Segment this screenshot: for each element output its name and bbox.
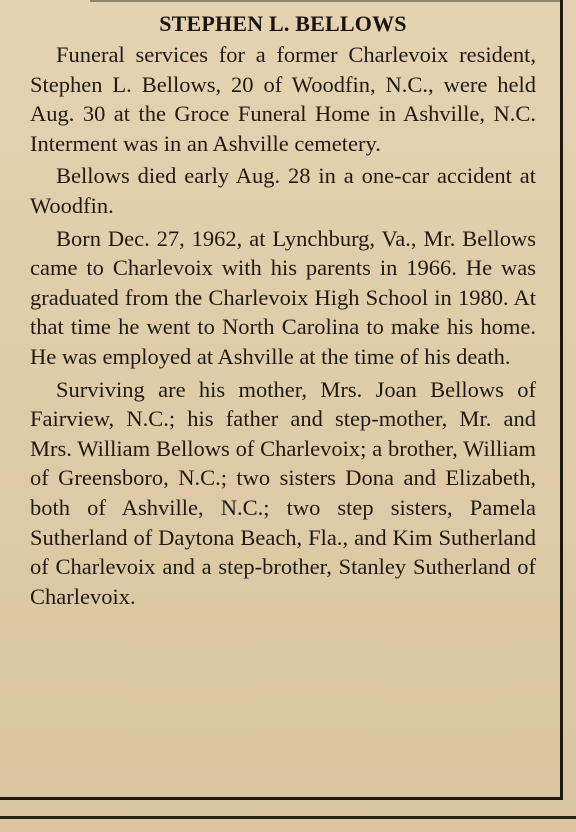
paragraph-death: Bellows died early Aug. 28 in a one-car accident at Woodfin. — [30, 163, 536, 218]
paragraph-biography: Born Dec. 27, 1962, at Lynchburg, Va., Mr. Bellows came to Charlevoix with his parents in 1966. He was graduated from the Charlevoix High School in 1980. At that time he went to North Carolina to make his home. He was employed at Ashville at the time of his death. — [30, 225, 536, 369]
bottom-divider — [0, 816, 576, 819]
paragraph-funeral-services: Funeral services for a former Charlevoix resident, Stephen L. Bellows, 20 of Woodfin, N.C., were held Aug. 30 at the Groce Funeral Home in Ashville, N.C. Interment was in an Ashville cemetery. — [30, 42, 536, 156]
obituary-article — [30, 8, 536, 611]
paragraph-survivors: Surviving are his mother, Mrs. Joan Bellows of Fairview, N.C.; his father and step-mother, Mr. and Mrs. William Bellows of Charlevoix; a brother, William of Greensboro, N.C.; two sisters Dona and Elizabeth, both of Ashville, N.C.; two step sisters, Pamela Sutherland of Daytona Beach, Fla., and Kim Sutherland of Charlevoix and a step-brother, Stanley Sutherland of Charlevoix. — [30, 376, 536, 609]
obituary-headline: STEPHEN L. BELLOWS — [159, 11, 407, 36]
